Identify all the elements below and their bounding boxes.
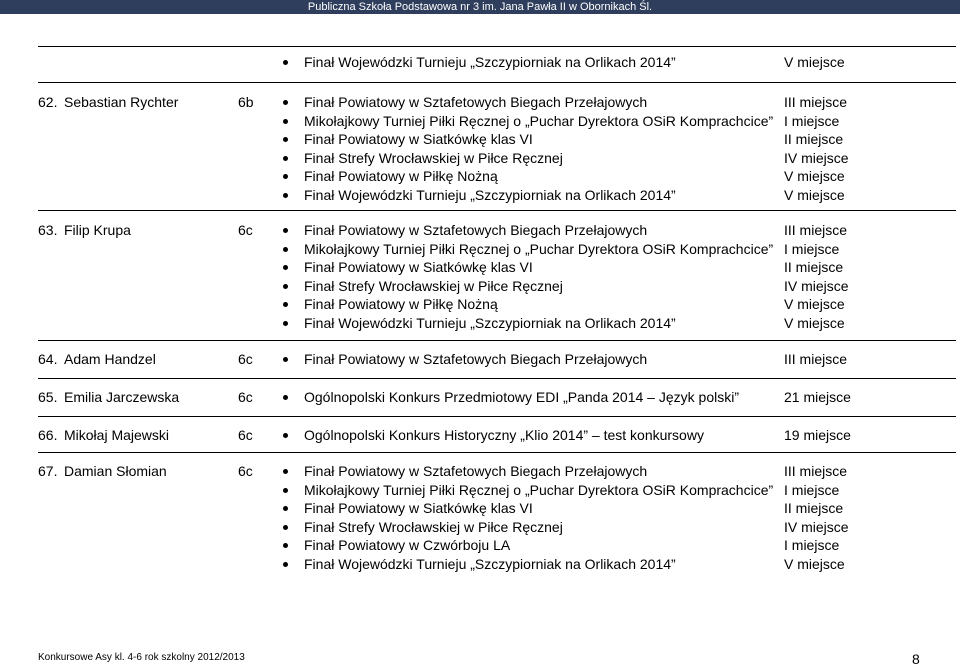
table-rule bbox=[38, 82, 956, 83]
bullet-item: Ogólnopolski Konkurs Historyczny „Klio 2014” – test konkursowy bbox=[282, 426, 782, 445]
place-value: V miejsce bbox=[784, 296, 845, 312]
document-header: Publiczna Szkoła Podstawowa nr 3 im. Jana Pawła II w Obornikach Śl. bbox=[0, 0, 960, 14]
bullet-item: Finał Powiatowy w Sztafetowych Biegach Przełajowych bbox=[282, 350, 782, 369]
place-value: I miejsce bbox=[784, 481, 840, 498]
bullet-item: Mikołajkowy Turniej Piłki Ręcznej o „Puchar Dyrektora OSiR Komprachcice” bbox=[282, 240, 782, 259]
bullet-item: Finał Powiatowy w Czwórboju LA bbox=[282, 536, 782, 555]
footer-text: Konkursowe Asy kl. 4-6 rok szkolny 2012/2013 bbox=[38, 652, 245, 663]
table-rule bbox=[38, 452, 956, 453]
row-number: 63. bbox=[38, 222, 58, 238]
row-number: 62. bbox=[38, 94, 58, 110]
place-value: V miejsce bbox=[784, 555, 845, 572]
place-value: III miejsce bbox=[784, 351, 848, 367]
place-value: V miejsce bbox=[784, 54, 845, 70]
student-name: Mikołaj Majewski bbox=[64, 427, 170, 443]
bullet-item: Finał Wojewódzki Turnieju „Szczypiorniak na Orlikach 2014” bbox=[282, 186, 782, 205]
place-value: III miejsce bbox=[784, 463, 848, 479]
bullet-item: Finał Powiatowy w Siatkówkę klas VI bbox=[282, 258, 782, 277]
bullet-item: Finał Powiatowy w Sztafetowych Biegach Przełajowych bbox=[282, 93, 782, 112]
place-cell bbox=[784, 53, 944, 72]
student-name: Damian Słomian bbox=[64, 463, 167, 479]
bullet-item: Finał Powiatowy w Sztafetowych Biegach Przełajowych bbox=[282, 462, 782, 481]
place-list bbox=[784, 426, 944, 445]
achievement-list bbox=[282, 221, 782, 332]
class-label: 6c bbox=[238, 222, 253, 238]
place-value: IV miejsce bbox=[784, 277, 849, 294]
place-value: II miejsce bbox=[784, 259, 844, 275]
table-rule bbox=[38, 378, 956, 379]
achievement-list bbox=[282, 350, 782, 369]
place-value: II miejsce bbox=[784, 500, 844, 516]
page-number: 8 bbox=[912, 651, 920, 667]
bullet-item: Finał Powiatowy w Siatkówkę klas VI bbox=[282, 499, 782, 518]
student-name: Adam Handzel bbox=[64, 351, 156, 367]
achievement-list bbox=[282, 93, 782, 204]
student-name: Filip Krupa bbox=[64, 222, 131, 238]
table-rule bbox=[38, 46, 956, 47]
class-label: 6c bbox=[238, 427, 253, 443]
place-value: III miejsce bbox=[784, 94, 848, 110]
bullet-item: Finał Powiatowy w Sztafetowych Biegach Przełajowych bbox=[282, 221, 782, 240]
bullet-item: Ogólnopolski Konkurs Przedmiotowy EDI „Panda 2014 – Język polski” bbox=[282, 388, 782, 407]
student-name: Sebastian Rychter bbox=[64, 94, 179, 110]
bullet-item: Finał Strefy Wrocławskiej w Piłce Ręcznej bbox=[282, 149, 782, 168]
row-number: 66. bbox=[38, 427, 58, 443]
student-name: Emilia Jarczewska bbox=[64, 389, 180, 405]
class-label: 6c bbox=[238, 463, 253, 479]
bullet-item: Finał Powiatowy w Siatkówkę klas VI bbox=[282, 130, 782, 149]
row-number: 67. bbox=[38, 463, 58, 479]
place-value: I miejsce bbox=[784, 112, 840, 129]
achievement-list bbox=[282, 388, 782, 407]
place-list bbox=[784, 350, 944, 369]
bullet-item: Finał Wojewódzki Turnieju „Szczypiorniak na Orlikach 2014” bbox=[282, 314, 782, 333]
place-value: II miejsce bbox=[784, 131, 844, 147]
bullet-item: Finał Wojewódzki Turnieju „Szczypiorniak na Orlikach 2014” bbox=[282, 555, 782, 574]
place-value: I miejsce bbox=[784, 240, 840, 257]
class-label: 6b bbox=[238, 94, 254, 110]
achievement-list bbox=[282, 426, 782, 445]
place-value: I miejsce bbox=[784, 537, 840, 553]
table-rule bbox=[38, 416, 956, 417]
class-label: 6c bbox=[238, 351, 253, 367]
place-value: III miejsce bbox=[784, 222, 848, 238]
row-number: 65. bbox=[38, 389, 58, 405]
place-value: 21 miejsce bbox=[784, 389, 851, 405]
place-list bbox=[784, 462, 944, 573]
bullet-item: Finał Strefy Wrocławskiej w Piłce Ręcznej bbox=[282, 518, 782, 537]
place-list bbox=[784, 93, 944, 204]
bullet-item: Mikołajkowy Turniej Piłki Ręcznej o „Puchar Dyrektora OSiR Komprachcice” bbox=[282, 481, 782, 500]
place-value: V miejsce bbox=[784, 314, 845, 331]
place-value: V miejsce bbox=[784, 168, 845, 184]
list-item bbox=[282, 53, 782, 72]
bullet-item: Finał Strefy Wrocławskiej w Piłce Ręcznej bbox=[282, 277, 782, 296]
table-rule bbox=[38, 210, 956, 211]
place-list bbox=[784, 388, 944, 407]
row-number: 64. bbox=[38, 351, 58, 367]
bullet-item: Finał Powiatowy w Piłkę Nożną bbox=[282, 167, 782, 186]
place-list bbox=[784, 221, 944, 332]
achievement-list bbox=[282, 462, 782, 573]
place-value: IV miejsce bbox=[784, 149, 849, 166]
bullet-item: Finał Wojewódzki Turnieju „Szczypiorniak na Orlikach 2014” bbox=[282, 53, 782, 72]
table-rule bbox=[38, 340, 956, 341]
place-value: V miejsce bbox=[784, 186, 845, 203]
place-value: 19 miejsce bbox=[784, 427, 851, 443]
bullet-item: Finał Powiatowy w Piłkę Nożną bbox=[282, 295, 782, 314]
class-label: 6c bbox=[238, 389, 253, 405]
bullet-item: Mikołajkowy Turniej Piłki Ręcznej o „Puchar Dyrektora OSiR Komprachcice” bbox=[282, 112, 782, 131]
place-value: IV miejsce bbox=[784, 518, 849, 535]
